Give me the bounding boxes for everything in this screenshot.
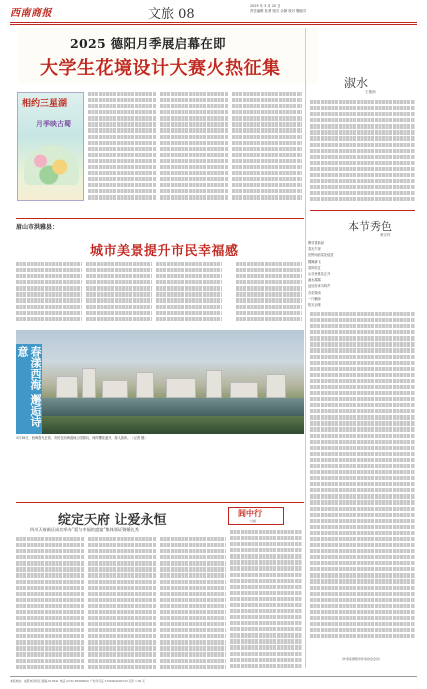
event-poster-image xyxy=(17,92,84,201)
poem-line: 柳芽冒新绿 xyxy=(308,241,324,245)
feature-body-col2 xyxy=(88,537,156,672)
city-story-tag: 眉山市洪雅县： xyxy=(16,224,59,231)
city-article-body-col4 xyxy=(236,262,302,326)
poem-line: 远处传来鸟鸣声 xyxy=(308,284,331,289)
section-divider xyxy=(16,218,304,219)
spring-banner xyxy=(16,344,42,434)
poem-lines xyxy=(308,240,417,308)
feature-body-col3 xyxy=(160,537,226,672)
poster-title: 相约三星湖 xyxy=(22,99,68,109)
lead-article-body-col2 xyxy=(160,92,228,202)
poster-subtitle: 月季映古蜀 xyxy=(36,119,71,128)
editor-line: 责任编辑 杜勇 版式 余静 校对 魏丽芬 xyxy=(250,8,307,13)
poem-line: 阳光正暖 xyxy=(308,303,321,308)
poem-footer-note: （作者系德阳市作家协会会员） xyxy=(340,657,383,661)
issue-info xyxy=(250,4,306,13)
poem-body-continued xyxy=(310,312,415,652)
feature-headline: 绽定天府 让爱永恒 xyxy=(58,513,167,528)
poem-line: 春光乍现 xyxy=(308,247,321,252)
lead-article-body-col3 xyxy=(232,92,302,202)
header-rule xyxy=(10,22,417,23)
issue-date: 2025 年 3 月 20 日 xyxy=(250,4,281,8)
city-article-body-col1 xyxy=(16,262,82,326)
photo-caption: 3月18日，西海春光正浓，市民在西海湿地公园游玩，两岸樱花盛开，游人如织。（记者 摄） xyxy=(16,436,148,440)
spring-banner-text: 春漾西海 邂逅诗意 xyxy=(16,344,42,434)
poem-line: 杏花微雨 xyxy=(308,290,321,295)
essay-divider xyxy=(310,210,415,211)
lead-kicker: 2025 德阳月季展启幕在即 xyxy=(70,36,226,51)
poem-line: 山谷里桃花正开 xyxy=(308,272,331,277)
column-author: 甘霖 xyxy=(250,519,257,523)
poem-line: 春风吹过 xyxy=(308,265,321,270)
poem-line: 田野间油菜花绽放 xyxy=(308,253,334,258)
page-footer: 本报地址：成都市武侯区 邮编 610041 电话 (028) 86968000 广告许可证 5100004000123 定价 1.00 元 xyxy=(10,679,146,683)
poem-line: 溪水潺潺 xyxy=(308,278,321,283)
column-title: 闾中行 xyxy=(238,508,262,518)
wetland-park-photo xyxy=(16,330,304,434)
essay-author: 王德润 xyxy=(365,90,376,94)
section-title: 文旅 08 xyxy=(148,7,195,22)
feature-body-col1 xyxy=(16,537,84,672)
flower-illustration xyxy=(24,145,79,185)
newspaper-logo: 西南商报 xyxy=(10,8,52,19)
city-story-headline: 城市美景提升市民幸福感 xyxy=(90,244,239,259)
section-divider xyxy=(16,502,304,503)
column-body xyxy=(230,530,302,672)
footer-rule xyxy=(10,676,417,677)
lead-article-body-col1 xyxy=(88,92,156,202)
feature-subheadline: 四川天府新区成功举办“爱与幸福的盛宴”集体领证暨婚礼秀 xyxy=(30,527,139,532)
poem-line: 一片嫩绿 xyxy=(308,296,321,301)
poem-section-title: 本节秀色 xyxy=(348,220,392,233)
city-article-body-col2 xyxy=(86,262,152,326)
essay-title: 淑水 xyxy=(344,76,369,90)
poem-line: 蝶舞蜂飞 xyxy=(308,259,321,264)
city-article-body-col3 xyxy=(156,262,222,326)
column-divider xyxy=(305,28,306,668)
essay-body xyxy=(310,100,415,205)
poem-author: 黄宗祥 xyxy=(380,233,391,237)
header-rule-thin xyxy=(10,24,417,25)
lead-headline: 大学生花境设计大赛火热征集 xyxy=(40,58,281,79)
